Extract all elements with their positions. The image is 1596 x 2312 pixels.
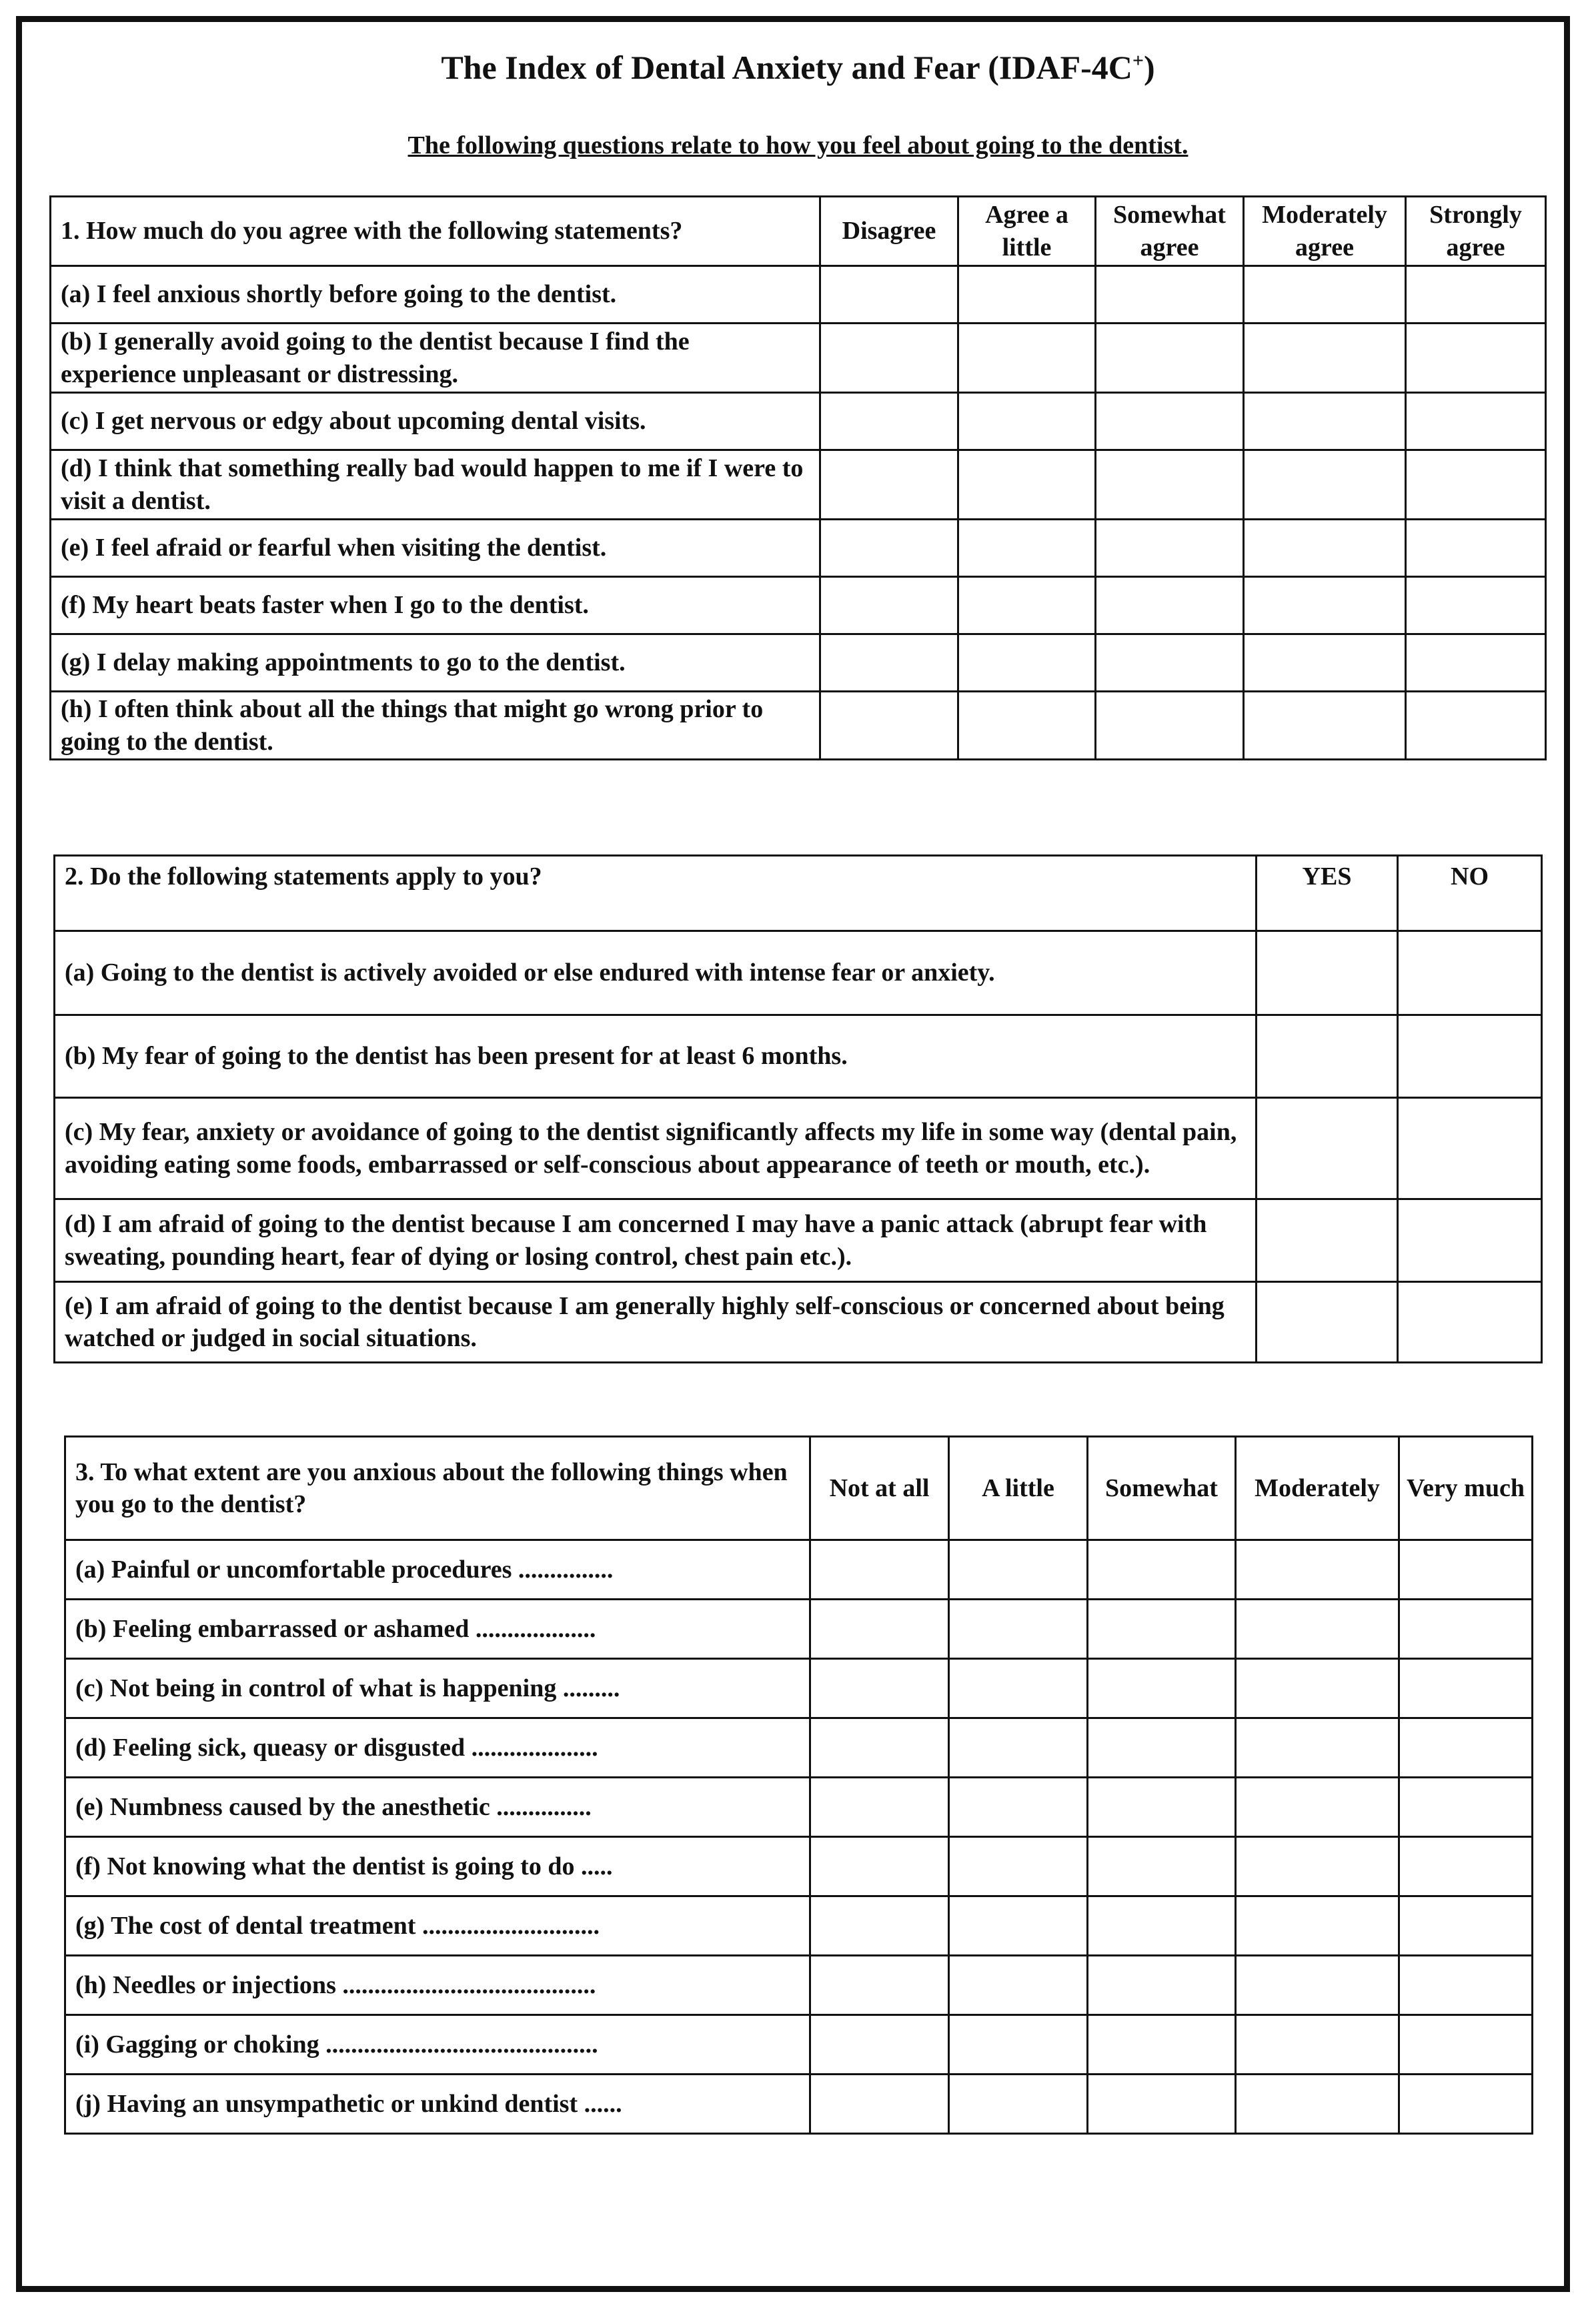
response-box[interactable] [810, 1718, 949, 1778]
response-box[interactable] [810, 1896, 949, 1956]
response-box[interactable] [1096, 324, 1244, 393]
response-box[interactable] [1398, 931, 1542, 1015]
response-box[interactable] [958, 577, 1096, 634]
option-moderately-agree: Moderately agree [1244, 197, 1406, 266]
response-box[interactable] [949, 1896, 1088, 1956]
response-box[interactable] [1398, 1199, 1542, 1282]
response-box[interactable] [820, 324, 958, 393]
section2-item: (b) My fear of going to the dentist has been present for at least 6 months. [55, 1015, 1257, 1098]
section1-item: (g) I delay making appointments to go to the dentist. [51, 634, 820, 692]
response-box[interactable] [1244, 634, 1406, 692]
response-box[interactable] [1088, 1600, 1236, 1659]
response-box[interactable] [1088, 2015, 1236, 2075]
response-box[interactable] [958, 692, 1096, 760]
response-box[interactable] [1096, 577, 1244, 634]
option-moderately: Moderately [1236, 1437, 1399, 1540]
response-box[interactable] [820, 393, 958, 450]
response-box[interactable] [949, 2075, 1088, 2134]
option-strongly-agree: Strongly agree [1406, 197, 1546, 266]
response-box[interactable] [1244, 692, 1406, 760]
response-box[interactable] [1096, 266, 1244, 324]
response-box[interactable] [810, 1659, 949, 1718]
section3-item: (h) Needles or injections ........................................ [65, 1956, 810, 2015]
response-box[interactable] [1236, 1718, 1399, 1778]
option-yes: YES [1257, 856, 1398, 931]
response-box[interactable] [1244, 450, 1406, 520]
response-box[interactable] [810, 2075, 949, 2134]
response-box[interactable] [810, 1956, 949, 2015]
response-box[interactable] [810, 1837, 949, 1896]
response-box[interactable] [958, 520, 1096, 577]
response-box[interactable] [1399, 1896, 1533, 1956]
section3-item: (i) Gagging or choking ........................................... [65, 2015, 810, 2075]
response-box[interactable] [1236, 1540, 1399, 1600]
response-box[interactable] [1236, 1896, 1399, 1956]
response-box[interactable] [1406, 692, 1546, 760]
response-box[interactable] [949, 1600, 1088, 1659]
response-box[interactable] [810, 1540, 949, 1600]
response-box[interactable] [1257, 1199, 1398, 1282]
response-box[interactable] [1236, 2075, 1399, 2134]
response-box[interactable] [820, 577, 958, 634]
response-box[interactable] [820, 450, 958, 520]
response-box[interactable] [1399, 1600, 1533, 1659]
response-box[interactable] [1088, 1718, 1236, 1778]
response-box[interactable] [949, 1718, 1088, 1778]
option-agree-a-little: Agree a little [958, 197, 1096, 266]
response-box[interactable] [1398, 1282, 1542, 1363]
response-box[interactable] [958, 393, 1096, 450]
response-box[interactable] [1257, 931, 1398, 1015]
section2-question: 2. Do the following statements apply to you? [55, 856, 1257, 931]
section1-item: (b) I generally avoid going to the dentist because I find the experience unpleasant or distressing. [51, 324, 820, 393]
response-box[interactable] [1236, 1778, 1399, 1837]
response-box[interactable] [1244, 577, 1406, 634]
section1-item: (f) My heart beats faster when I go to the dentist. [51, 577, 820, 634]
response-box[interactable] [1244, 393, 1406, 450]
response-box[interactable] [1096, 634, 1244, 692]
response-box[interactable] [958, 450, 1096, 520]
response-box[interactable] [1088, 2075, 1236, 2134]
section3-item: (j) Having an unsympathetic or unkind dentist ...... [65, 2075, 810, 2134]
response-box[interactable] [1406, 450, 1546, 520]
response-box[interactable] [949, 1540, 1088, 1600]
response-box[interactable] [820, 520, 958, 577]
response-box[interactable] [1088, 1956, 1236, 2015]
response-box[interactable] [1088, 1778, 1236, 1837]
response-box[interactable] [1406, 324, 1546, 393]
response-box[interactable] [1236, 2015, 1399, 2075]
section3-item: (c) Not being in control of what is happening ......... [65, 1659, 810, 1718]
response-box[interactable] [1406, 520, 1546, 577]
response-box[interactable] [1398, 1098, 1542, 1199]
response-box[interactable] [1399, 2075, 1533, 2134]
option-somewhat-agree: Somewhat agree [1096, 197, 1244, 266]
response-box[interactable] [949, 1659, 1088, 1718]
section3-table [64, 1435, 1533, 2135]
response-box[interactable] [1399, 2015, 1533, 2075]
response-box[interactable] [958, 634, 1096, 692]
option-not-at-all: Not at all [810, 1437, 949, 1540]
response-box[interactable] [1399, 1837, 1533, 1896]
option-disagree: Disagree [820, 197, 958, 266]
response-box[interactable] [820, 634, 958, 692]
section1-item: (a) I feel anxious shortly before going to the dentist. [51, 266, 820, 324]
section3-item: (g) The cost of dental treatment ............................ [65, 1896, 810, 1956]
response-box[interactable] [1406, 634, 1546, 692]
section2-item: (a) Going to the dentist is actively avoided or else endured with intense fear or anxiety. [55, 931, 1257, 1015]
response-box[interactable] [1399, 1956, 1533, 2015]
response-box[interactable] [1406, 577, 1546, 634]
response-box[interactable] [949, 1837, 1088, 1896]
response-box[interactable] [1236, 1956, 1399, 2015]
response-box[interactable] [810, 1600, 949, 1659]
section1-item: (c) I get nervous or edgy about upcoming dental visits. [51, 393, 820, 450]
option-no: NO [1398, 856, 1542, 931]
response-box[interactable] [1088, 1837, 1236, 1896]
page-title: The Index of Dental Anxiety and Fear (IDAF-4C+) [441, 49, 1155, 86]
response-box[interactable] [1257, 1282, 1398, 1363]
response-box[interactable] [1236, 1837, 1399, 1896]
response-box[interactable] [1096, 692, 1244, 760]
response-box[interactable] [1088, 1659, 1236, 1718]
section3-item: (b) Feeling embarrassed or ashamed ................... [65, 1600, 810, 1659]
response-box[interactable] [1399, 1778, 1533, 1837]
response-box[interactable] [1244, 324, 1406, 393]
response-box[interactable] [1096, 450, 1244, 520]
option-a-little: A little [949, 1437, 1088, 1540]
section3-question: 3. To what extent are you anxious about the following things when you go to the dentist? [65, 1437, 810, 1540]
section3-item: (e) Numbness caused by the anesthetic ............... [65, 1778, 810, 1837]
section2-table [53, 854, 1543, 1363]
response-box[interactable] [958, 266, 1096, 324]
response-box[interactable] [820, 266, 958, 324]
response-box[interactable] [820, 692, 958, 760]
response-box[interactable] [1244, 520, 1406, 577]
response-box[interactable] [1399, 1540, 1533, 1600]
section1-question: 1. How much do you agree with the following statements? [51, 197, 820, 266]
response-box[interactable] [1398, 1015, 1542, 1098]
response-box[interactable] [949, 2015, 1088, 2075]
section1-item: (d) I think that something really bad would happen to me if I were to visit a dentist. [51, 450, 820, 520]
section1-item: (e) I feel afraid or fearful when visiting the dentist. [51, 520, 820, 577]
response-box[interactable] [949, 1956, 1088, 2015]
response-box[interactable] [1399, 1659, 1533, 1718]
response-box[interactable] [1236, 1600, 1399, 1659]
response-box[interactable] [1096, 393, 1244, 450]
response-box[interactable] [1088, 1896, 1236, 1956]
response-box[interactable] [958, 324, 1096, 393]
response-box[interactable] [1088, 1540, 1236, 1600]
option-somewhat: Somewhat [1088, 1437, 1236, 1540]
section3-item: (d) Feeling sick, queasy or disgusted .................... [65, 1718, 810, 1778]
response-box[interactable] [1406, 393, 1546, 450]
response-box[interactable] [1096, 520, 1244, 577]
response-box[interactable] [949, 1778, 1088, 1837]
page-subtitle: The following questions relate to how you feel about going to the dentist. [408, 131, 1188, 159]
response-box[interactable] [1244, 266, 1406, 324]
section2-item: (c) My fear, anxiety or avoidance of going to the dentist significantly affects my life in some way (dental pain, avoiding eating some foods, embarrassed or self-conscious about appearance of teeth or mouth, etc.). [55, 1098, 1257, 1199]
section1-item: (h) I often think about all the things that might go wrong prior to going to the dentist. [51, 692, 820, 760]
section2-item: (d) I am afraid of going to the dentist because I am concerned I may have a panic attack (abrupt fear with sweating, pounding heart, fear of dying or losing control, chest pain etc.). [55, 1199, 1257, 1282]
response-box[interactable] [1406, 266, 1546, 324]
response-box[interactable] [810, 1778, 949, 1837]
option-very-much: Very much [1399, 1437, 1533, 1540]
section3-item: (a) Painful or uncomfortable procedures ............... [65, 1540, 810, 1600]
section1-table [49, 195, 1547, 760]
section2-item: (e) I am afraid of going to the dentist because I am generally highly self-conscious or concerned about being watched or judged in social situations. [55, 1282, 1257, 1363]
response-box[interactable] [1399, 1718, 1533, 1778]
response-box[interactable] [1236, 1659, 1399, 1718]
response-box[interactable] [1257, 1098, 1398, 1199]
response-box[interactable] [810, 2015, 949, 2075]
section3-item: (f) Not knowing what the dentist is going to do ..... [65, 1837, 810, 1896]
response-box[interactable] [1257, 1015, 1398, 1098]
